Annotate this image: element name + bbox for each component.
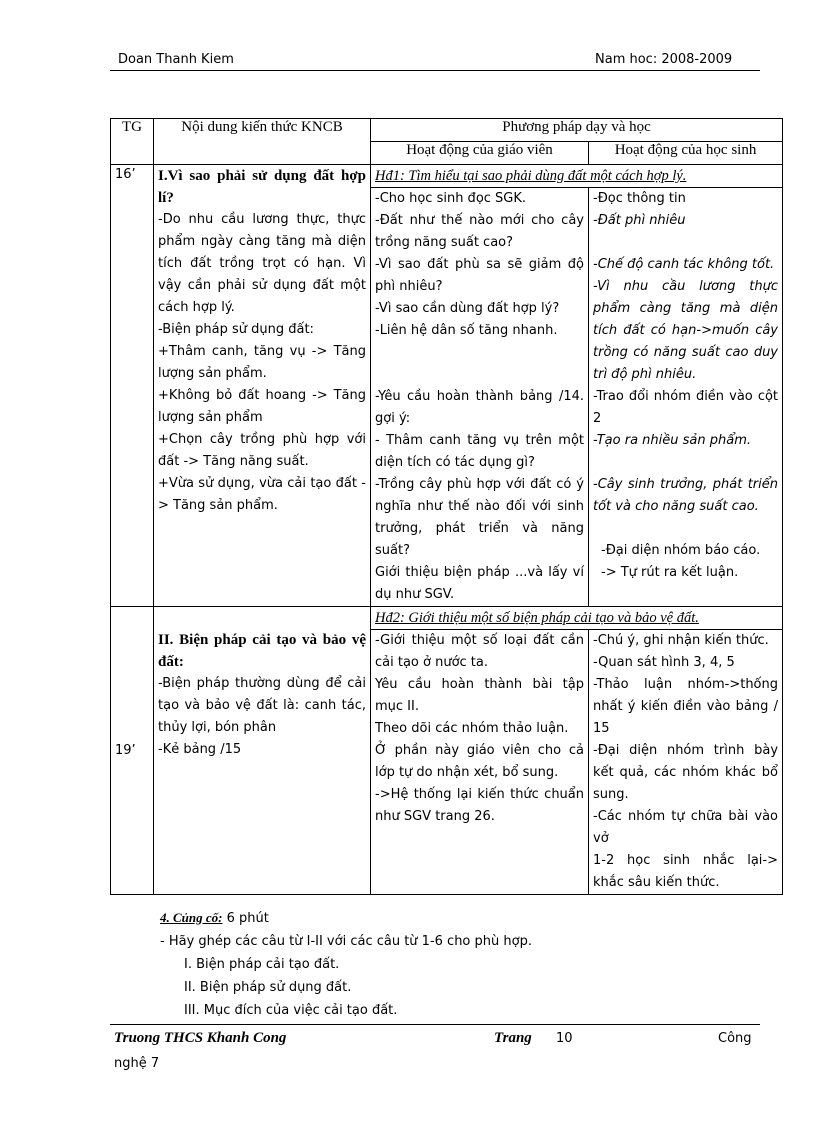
time-cell-2: 19’ (111, 607, 154, 895)
student-line: -> Tự rút ra kết luận. (601, 565, 739, 580)
student-spacer (593, 452, 778, 474)
header-author: Doan Thanh Kiem (118, 52, 234, 67)
teacher-line: -Liên hệ dân số tăng nhanh. (375, 323, 558, 338)
teacher-line: -Giới thiệu một số loại đất cần cải tạo ở nước ta. (375, 633, 584, 670)
teacher-line: -Yêu cầu hoàn thành bảng /14. gợi ý: (375, 389, 584, 426)
header-divider (110, 70, 760, 71)
student-spacer (593, 232, 778, 254)
lesson-table (110, 118, 783, 895)
section-title-1: I.Vì sao phải sử dụng đất hợp lí? (158, 168, 366, 206)
teacher-line: Ở phần này giáo viên cho cả lớp tự do nhận xét, bổ sung. (375, 743, 584, 780)
teacher-blank (375, 342, 584, 364)
consolidation-instruction: - Hãy ghép các câu từ I-II với các câu từ 1-6 cho phù hợp. (160, 934, 532, 949)
footer-page-label: Trang (494, 1030, 532, 1046)
teacher-line: -Vì sao cần dùng đất hợp lý? (375, 301, 560, 316)
student-line: -Đại diện nhóm báo cáo. (601, 543, 761, 558)
content-line: +Không bỏ đất hoang -> Tăng lượng sản phẩm (158, 388, 366, 425)
student-line: -Đọc thông tin (593, 191, 686, 206)
student-cell-1 (589, 188, 783, 607)
student-line: -Chế độ canh tác không tốt. (593, 257, 775, 272)
teacher-cell-2 (371, 630, 589, 895)
footer-page-number: 10 (556, 1031, 573, 1046)
time-cell-1: 16’ (111, 165, 154, 607)
student-spacer (593, 518, 778, 540)
consolidation-time: 6 phút (222, 911, 269, 926)
col-header-tg: TG (111, 119, 154, 165)
col-header-content: Nội dung kiến thức KNCB (154, 119, 371, 165)
footer-school: Truong THCS Khanh Cong (114, 1030, 287, 1046)
content-line: +Vừa sử dụng, vừa cải tạo đất -> Tăng sản phẩm. (158, 476, 366, 513)
content-line: -Biện pháp sử dụng đất: (158, 322, 314, 337)
footer-subject-cont: nghệ 7 (114, 1056, 160, 1071)
student-line: -Thảo luận nhóm->thống nhất ý kiến điền vào bảng / 15 (593, 677, 779, 736)
teacher-blank (375, 364, 584, 386)
teacher-line: -Trồng cây phù hợp với đất có ý nghĩa như thế nào đối với sinh trưởng, phát triển và năng suất? (375, 477, 584, 558)
consolidation-item: I. Biện pháp cải tạo đất. (184, 957, 340, 972)
teacher-line: -Vì sao đất phù sa sẽ giảm độ phì nhiêu? (375, 257, 584, 294)
footer-divider (110, 1024, 760, 1025)
student-line: 1-2 học sinh nhắc lại-> khắc sâu kiến thức. (593, 853, 779, 890)
student-line: -Tạo ra nhiều sản phẩm. (593, 433, 752, 448)
consolidation-item: III. Mục đích của việc cải tạo đất. (184, 1003, 398, 1018)
content-line: -Kẻ bảng /15 (158, 742, 242, 757)
teacher-line: ->Hệ thống lại kiến thức chuẩn như SGV trang 26. (375, 787, 584, 824)
teacher-line: - Thâm canh tăng vụ trên một diện tích có tác dụng gì? (375, 433, 584, 470)
student-line: -Cây sinh trưởng, phát triển tốt và cho năng suất cao. (593, 477, 779, 514)
teacher-line: -Đất như thế nào mới cho cây trồng năng suất cao? (375, 213, 584, 250)
col-header-method: Phương pháp dạy và học (371, 119, 783, 142)
content-line: +Thâm canh, tăng vụ -> Tăng lượng sản phẩm. (158, 344, 366, 381)
student-cell-2 (589, 630, 783, 895)
header-school-year: Nam hoc: 2008-2009 (595, 52, 733, 67)
student-line: -Chú ý, ghi nhận kiến thức. (593, 633, 769, 648)
student-line: -Các nhóm tự chữa bài vào vở (593, 809, 779, 846)
student-line: -Trao đổi nhóm điền vào cột 2 (593, 389, 779, 426)
content-spacer (158, 607, 366, 629)
student-line: -Đại diện nhóm trình bày kết quả, các nhóm khác bổ sung. (593, 743, 779, 802)
content-line: +Chọn cây trồng phù hợp với đất -> Tăng năng suất. (158, 432, 366, 469)
teacher-line: Yêu cầu hoàn thành bài tập mục II. (375, 677, 584, 714)
col-header-student: Hoạt động của học sinh (589, 142, 783, 165)
consolidation-section (160, 906, 760, 1022)
content-line: -Do nhu cầu lương thực, thực phẩm ngày càng tăng mà diện tích đất trồng trọt có hạn. Vì vậy cần phải sử dụng đất một cách hợp lý. (158, 212, 366, 315)
teacher-line: -Cho học sinh đọc SGK. (375, 191, 527, 206)
consolidation-title: 4. Củng cố: (160, 910, 223, 925)
teacher-line: Theo dõi các nhóm thảo luận. (375, 721, 569, 736)
activity-heading-2: Hđ2: Giới thiệu một số biện pháp cải tạo và bảo vệ đất. (371, 607, 783, 630)
col-header-teacher: Hoạt động của giáo viên (371, 142, 589, 165)
student-line: -Quan sát hình 3, 4, 5 (593, 655, 735, 670)
teacher-cell-1 (371, 188, 589, 607)
activity-heading-1: Hđ1: Tìm hiểu tại sao phải dùng đất một cách hợp lý. (371, 165, 783, 188)
student-line: -Đất phì nhiêu (593, 213, 686, 228)
footer-subject: Công (718, 1031, 752, 1046)
section-title-2: II. Biện pháp cải tạo và bảo vệ đất: (158, 632, 366, 670)
teacher-line: Giới thiệu biện pháp ...và lấy ví dụ như SGV. (375, 565, 584, 602)
content-cell-1 (154, 165, 371, 607)
content-line: -Biện pháp thường dùng để cải tạo và bảo vệ đất là: canh tác, thủy lợi, bón phân (158, 676, 366, 735)
student-line: -Vì nhu cầu lương thực phẩm càng tăng mà diện tích đất có hạn->muốn cây trồng có năng suất cao duy trì độ phì nhiêu. (593, 279, 779, 382)
consolidation-item: II. Biện pháp sử dụng đất. (184, 980, 352, 995)
content-cell-2 (154, 607, 371, 895)
